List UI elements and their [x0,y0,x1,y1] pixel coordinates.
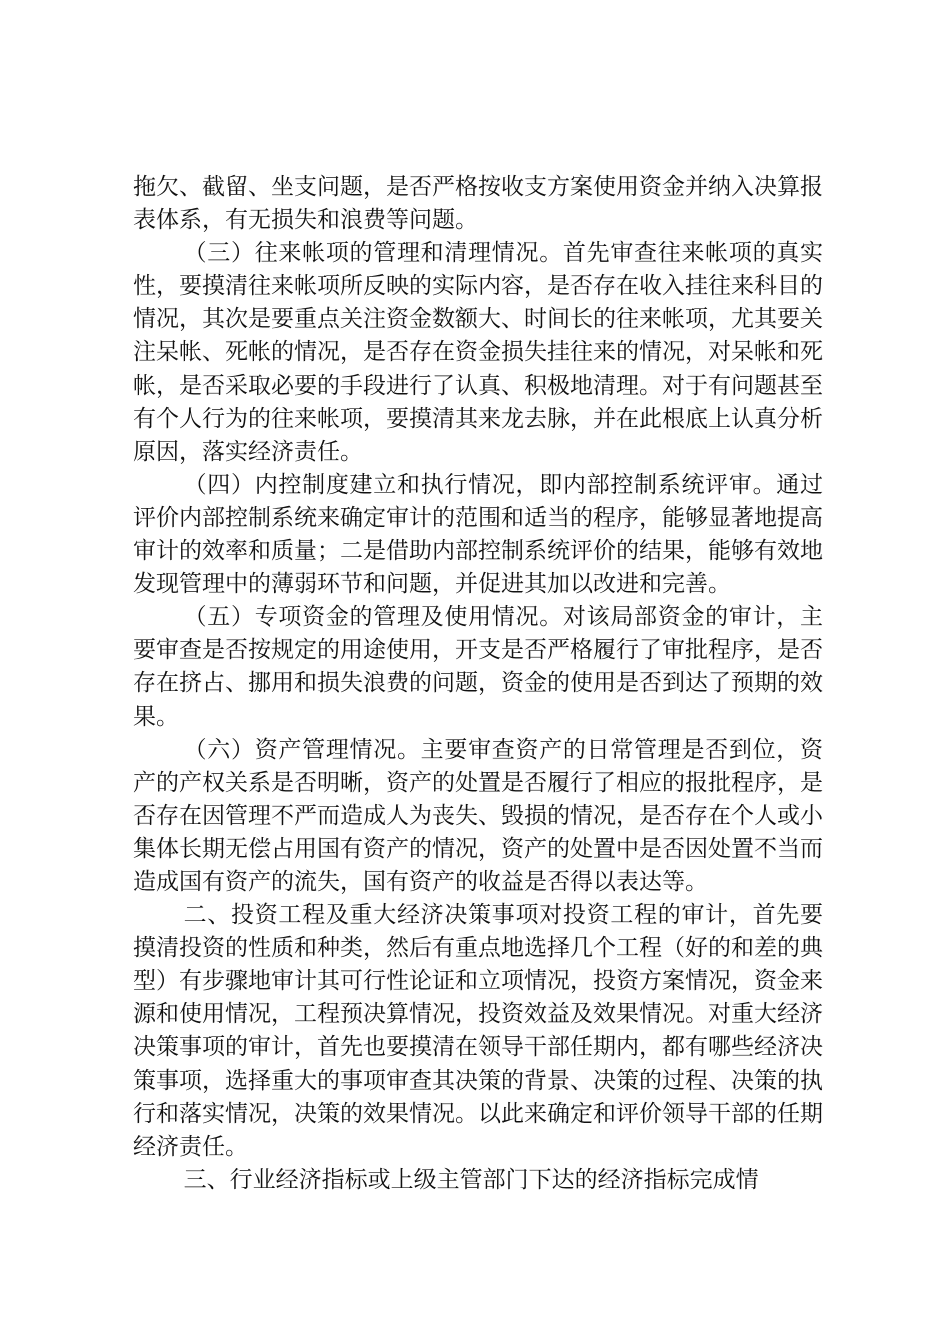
paragraph-part-2: 二、投资工程及重大经济决策事项对投资工程的审计，首先要摸清投资的性质和种类，然后有重点地选择几个工程（好的和差的典型）有步骤地审计其可行性论证和立项情况，投资方案情况，资金来源和使用情况，工程预决算情况，投资效益及效果情况。对重大经济决策事项的审计，首先也要摸清在领导干部任期内，都有哪些经济决策事项，选择重大的事项审查其决策的背景、决策的过程、决策的执行和落实情况，决策的效果情况。以此来确定和评价领导干部的任期经济责任。 [133,902,823,1160]
paragraph-section-6: （六）资产管理情况。主要审查资产的日常管理是否到位，资产的产权关系是否明晰，资产的处置是否履行了相应的报批程序，是否存在因管理不严而造成人为丧失、毁损的情况，是否存在个人或小集体长期无偿占用国有资产的情况，资产的处置中是否因处置不当而造成国有资产的流失，国有资产的收益是否得以表达等。 [133,736,823,895]
paragraph-section-4: （四）内控制度建立和执行情况，即内部控制系统评审。通过评价内部控制系统来确定审计的范围和适当的程序，能够显著地提高审计的效率和质量；二是借助内部控制系统评价的结果，能够有效地发现管理中的薄弱环节和问题，并促进其加以改进和完善。 [133,471,823,598]
paragraph-part-3: 三、行业经济指标或上级主管部门下达的经济指标完成情 [183,1166,759,1193]
document-body [133,171,823,1197]
paragraph-continuation: 拖欠、截留、坐支问题，是否严格按收支方案使用资金并纳入决算报表体系，有无损失和浪费等问题。 [133,174,823,234]
paragraph-section-5: （五）专项资金的管理及使用情况。对该局部资金的审计，主要审查是否按规定的用途使用，开支是否严格履行了审批程序，是否存在挤占、挪用和损失浪费的问题，资金的使用是否到达了预期的效果。 [133,604,823,730]
paragraph-section-3: （三）往来帐项的管理和清理情况。首先审查往来帐项的真实性，要摸清往来帐项所反映的实际内容，是否存在收入挂往来科目的情况，其次是要重点关注资金数额大、时间长的往来帐项，尤其要关注呆帐、死帐的情况，是否存在资金损失挂往来的情况，对呆帐和死帐，是否采取必要的手段进行了认真、积极地清理。对于有问题甚至有个人行为的往来帐项，要摸清其来龙去脉，并在此根底上认真分析原因，落实经济责任。 [133,240,823,465]
